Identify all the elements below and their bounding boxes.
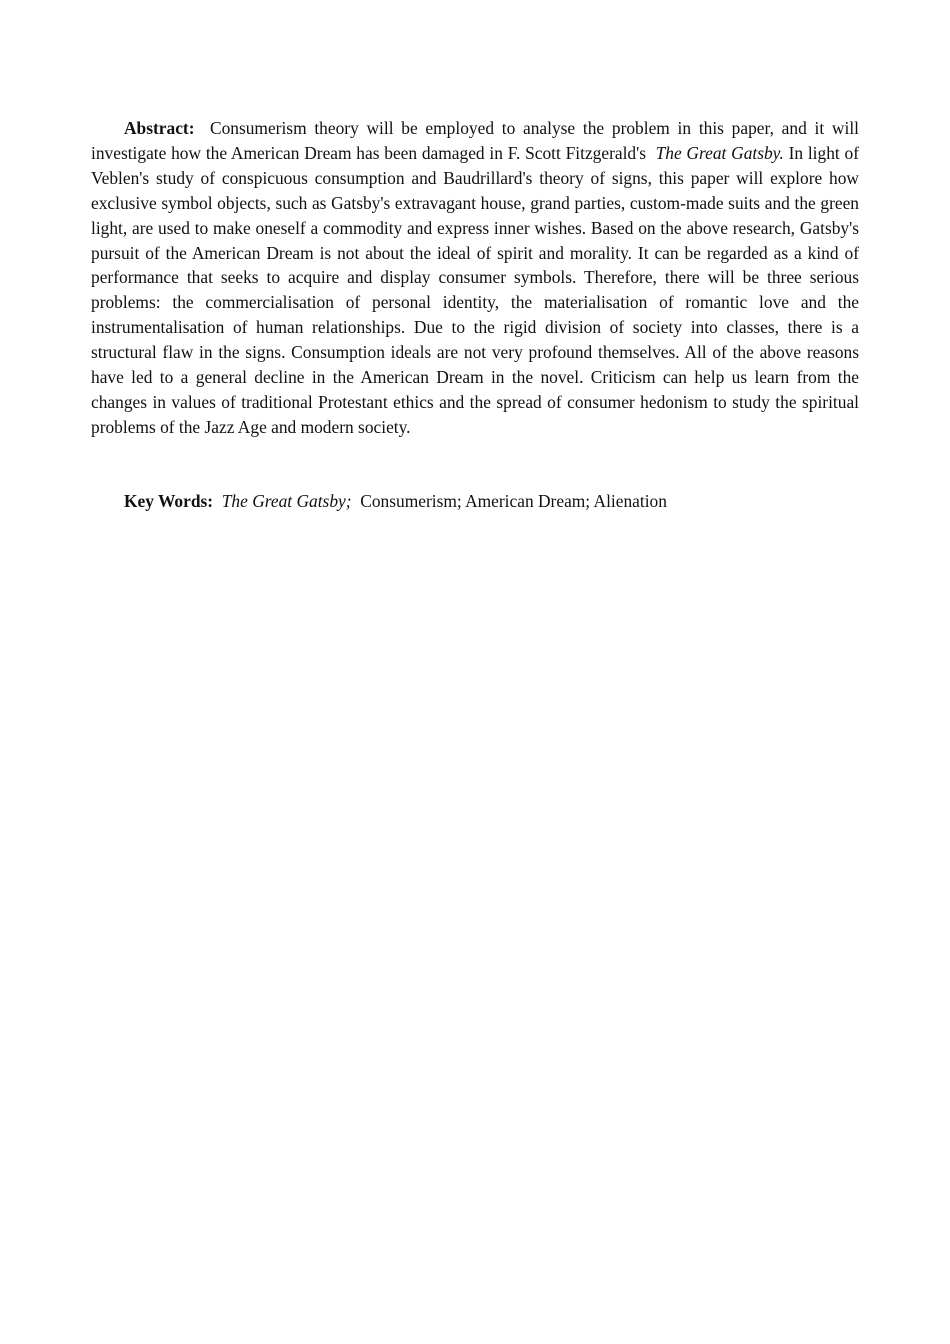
abstract-text-part-2: In light of Veblen's study of conspicuous consumption and Baudrillard's theory of signs, this paper will explore how exclusive symbol objects, such as Gatsby's extravagant house, grand parties, custom-made suits and the green light, are used to make oneself a commodity and express inner wishes. Based on the above research, Gatsby's pursuit of the American Dream is not about the ideal of spirit and morality. It can be regarded as a kind of performance that seeks to acquire and display consumer symbols. Therefore, there will be three serious problems: the commercialisation of personal identity, the materialisation of romantic love and the instrumentalisation of human relationships. Due to the rigid division of society into classes, there is a structural flaw in the signs. Consumption ideals are not very profound themselves. All of the above reasons have led to a general decline in the American Dream in the novel. Criticism can help us learn from the changes in values of traditional Protestant ethics and the spread of consumer hedonism to study the spiritual problems of the Jazz Age and modern society. bbox=[91, 142, 859, 437]
keywords-list: Consumerism; American Dream; Alienation bbox=[360, 491, 667, 511]
keywords-line bbox=[91, 489, 859, 514]
abstract-book-title: The Great Gatsby. bbox=[655, 142, 784, 163]
abstract-text-part-1: Consumerism theory will be employed to analyse the problem in this paper, and it will investigate how the American Dream has been damaged in F. Scott Fitzgerald's bbox=[91, 118, 859, 163]
keywords-label: Key Words: bbox=[124, 491, 214, 511]
keywords-book-title: The Great Gatsby; bbox=[221, 491, 352, 511]
abstract-label: Abstract: bbox=[124, 118, 195, 138]
abstract-paragraph bbox=[91, 116, 859, 440]
